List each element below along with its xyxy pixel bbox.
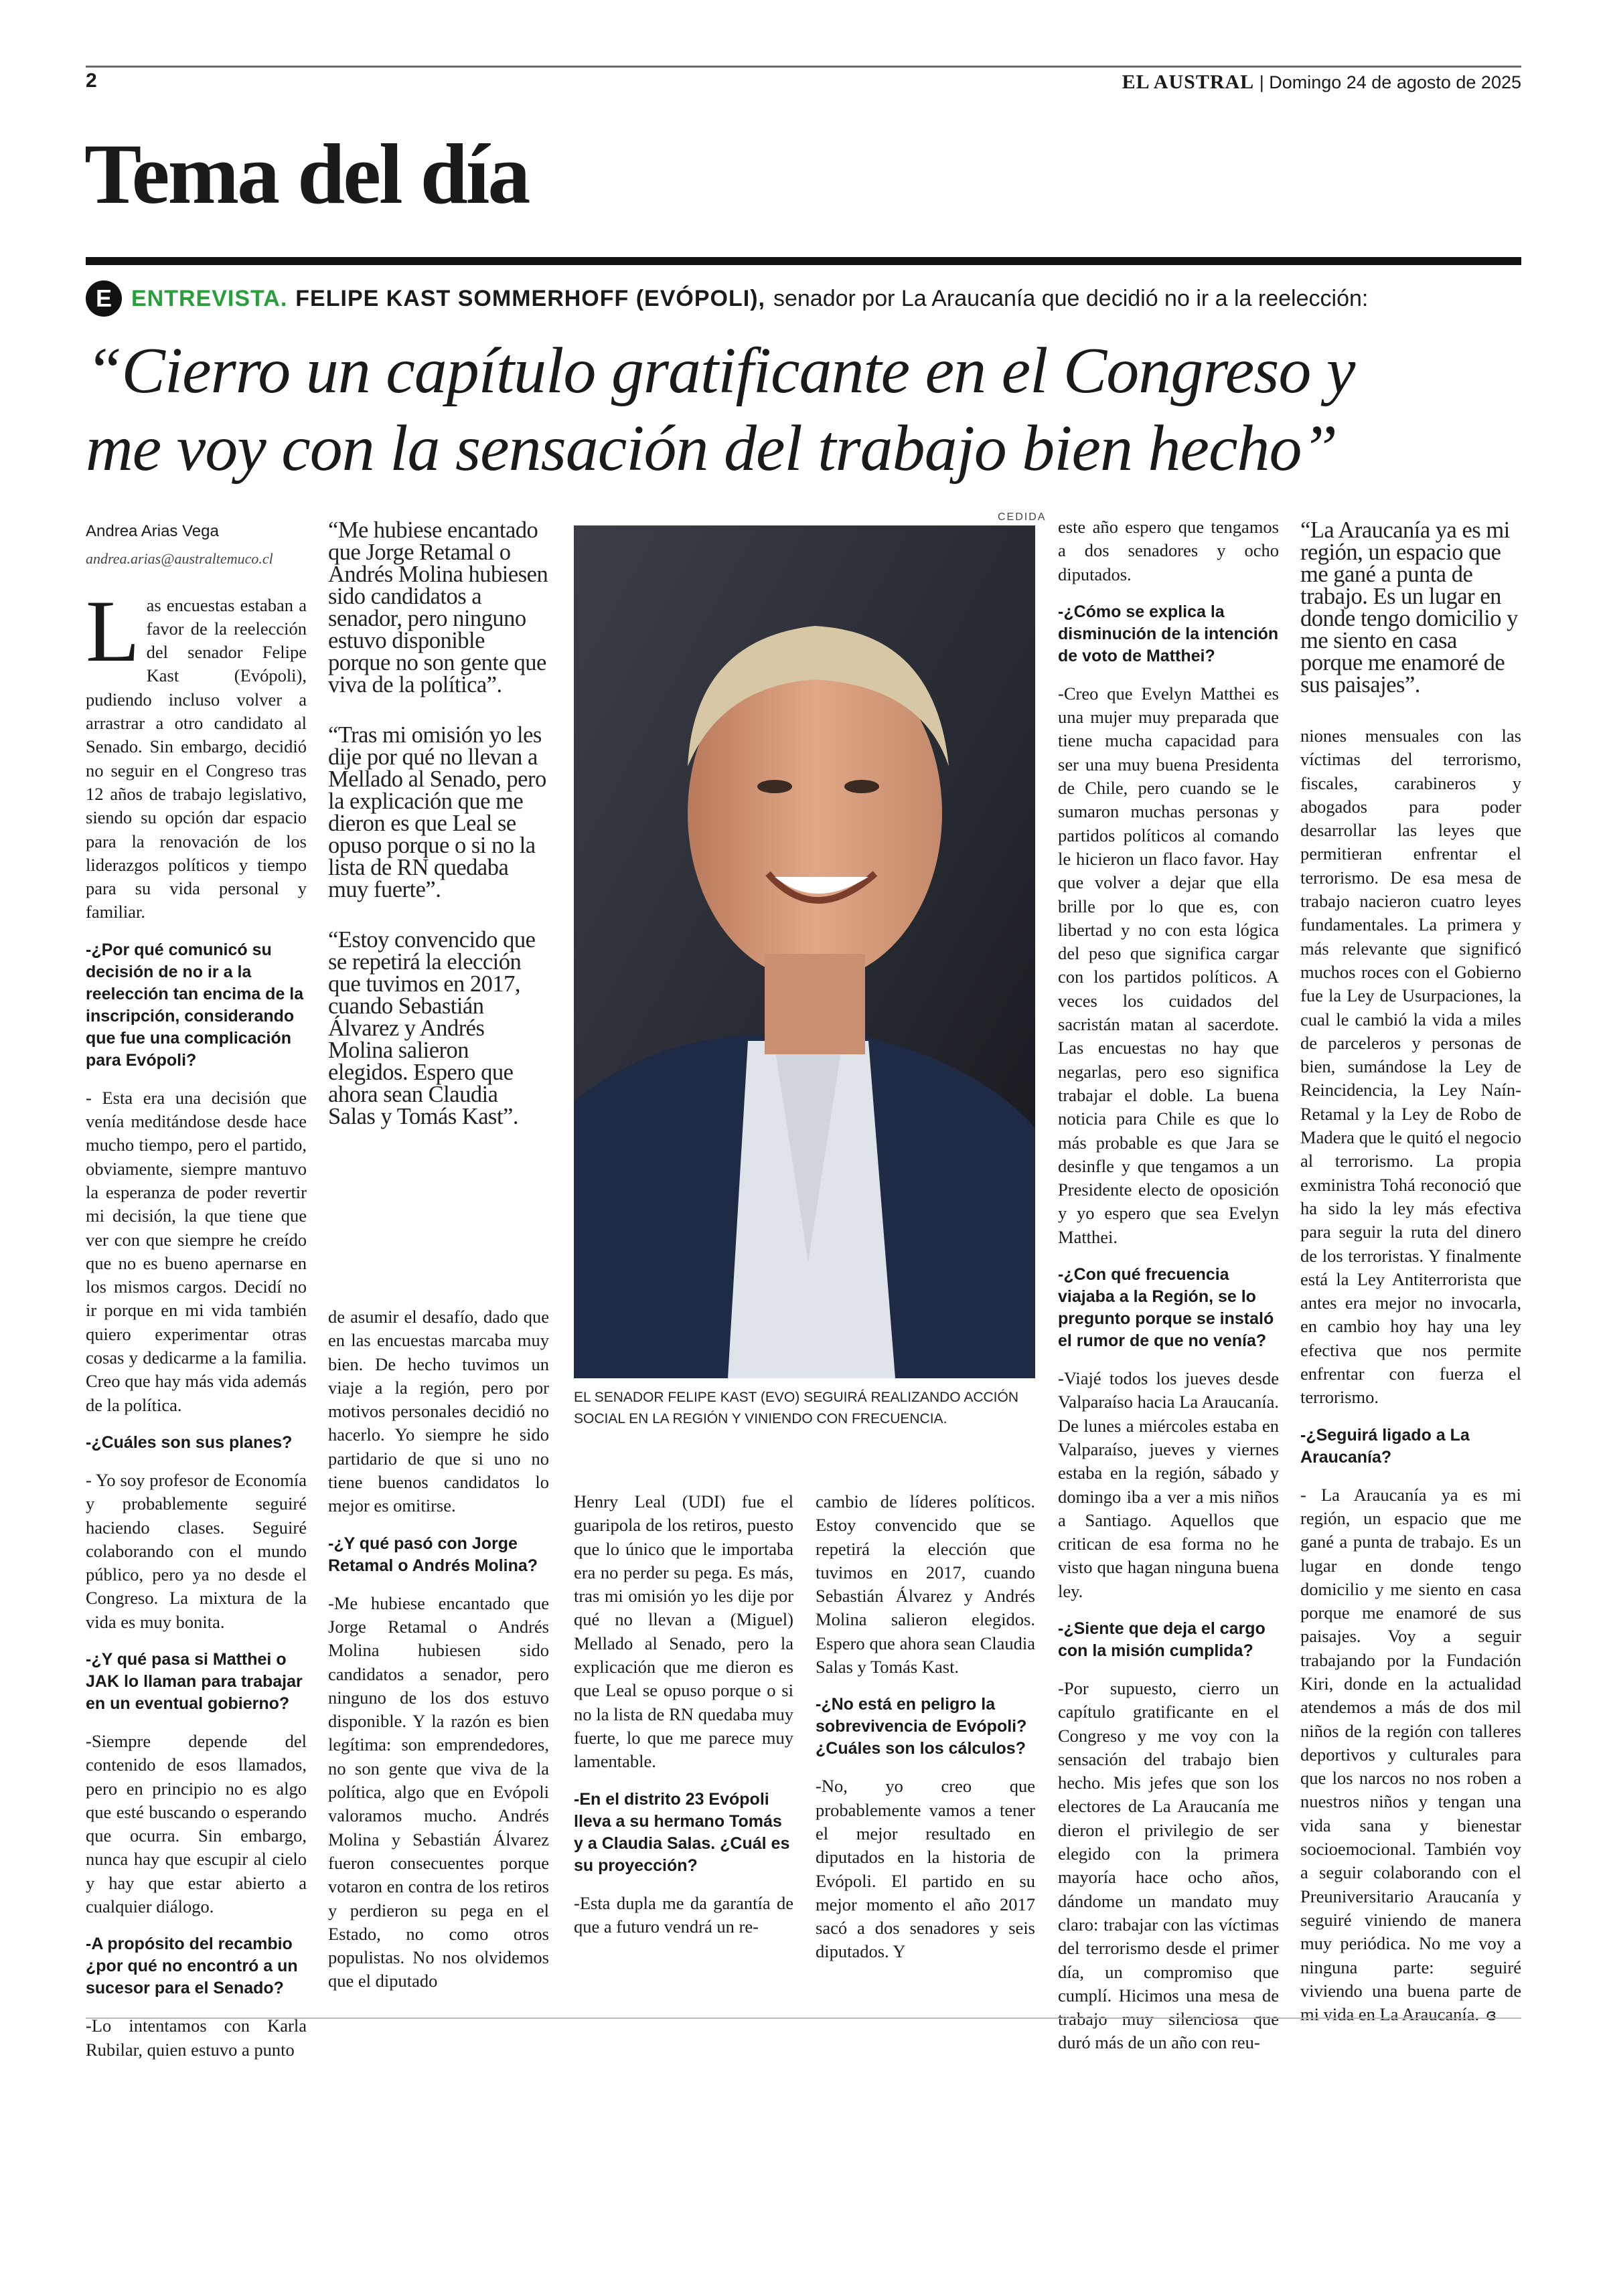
- masthead: [1122, 71, 1521, 94]
- column-3b: [816, 1490, 1035, 1979]
- pull-quote: “Estoy convencido que se repetirá la elección que tuvimos en 2017, cuando Sebastián Álvarez y Andrés Molina salieron elegidos. Espero que ahora sean Claudia Salas y Tomás Kast”.: [328, 927, 536, 1129]
- answer: cambio de líderes políticos. Estoy convencido que se repetirá la elección que tuvimos en 2017, cuando Sebastián Álvarez y Andrés Molina salieron elegidos. Espero que ahora sean Claudia Salas y Tomás Kast.: [816, 1491, 1035, 1677]
- section-rule: [86, 257, 1521, 265]
- column-2: [328, 519, 549, 1156]
- kicker-name: FELIPE KAST SOMMERHOFF (EVÓPOLI),: [295, 285, 765, 311]
- pull-quote: “Tras mi omisión yo les dije por qué no llevan a Mellado al Senado, pero la explicación que me dieron es que Leal se opuso porque o si no la lista de RN quedaba muy fuerte”.: [328, 722, 546, 902]
- photo-caption: EL SENADOR FELIPE KAST (EVO) SEGUIRÁ REALIZANDO ACCIÓN SOCIAL EN LA REGIÓN Y VINIENDO CON FRECUENCIA.: [574, 1390, 1018, 1426]
- section-title: Tema del día: [84, 127, 529, 222]
- column-2-body: [328, 1305, 549, 2008]
- answer: -Siempre depende del contenido de esos llamados, pero en principio no es algo que esté buscando o esperando que ocurra. Sin embargo, nunca hay que escupir al cielo y hay que estar abierto a cualquier diálogo.: [86, 1730, 307, 1917]
- end-mark-icon: ɞ: [1486, 2005, 1497, 2025]
- kicker-label: ENTREVISTA.: [131, 285, 288, 311]
- author-name: Andrea Arias Vega: [86, 522, 219, 540]
- answer: - Yo soy profesor de Economía y probablemente seguiré haciendo clases. Seguiré colaborando con el mundo público, pero ya no desde el Congreso. La mixtura de la vida es muy bonita.: [86, 1469, 307, 1632]
- answer: -Me hubiese encantado que Jorge Retamal o Andrés Molina hubiesen sido candidatos a senador, pero ninguno de los dos estuvo disponible. Y la razón es bien legítima: son emprendedores, no son gente que viva de la política, algo que en Evópoli valoramos mucho. Andrés Molina y Sebastián Álvarez fueron consecuentes porque votaron en contra de los retiros y perdieron su pega en el Estado, no como otros populistas. No nos olvidemos que el diputado: [328, 1592, 549, 1991]
- question: -A propósito del recambio ¿por qué no encontró a un sucesor para el Senado?: [86, 1935, 298, 1998]
- publication-date: | Domingo 24 de agosto de 2025: [1259, 72, 1521, 92]
- final-answer-text: - La Araucanía ya es mi región, un espacio que me gané a punta de trabajo. Es un lugar en donde tengo domicilio y me siento en casa porque me enamoré de sus paisajes. Voy a seguir trabajando por la Fundación Kiri, donde en la actualidad atendemos a más de dos mil niños de la región con talleres deportivos y culturales para que los narcos no nos roben a nuestros niños y tengan una vida sana y bienestar socioemocional. También voy a seguir colaborando con el Preuniversitario Araucanía y seguiré viniendo de manera muy periódica. No me voy a ninguna parte: seguiré viviendo una buena parte de mi vida en La Araucanía.: [1300, 1484, 1521, 2025]
- bottom-rule: [86, 2018, 1521, 2019]
- portrait-illustration: [574, 525, 1035, 1378]
- pull-quote: “La Araucanía ya es mi región, un espacio que me gané a punta de trabajo. Es un lugar en donde tengo domicilio y me siento en casa porque me enamoré de sus paisajes”.: [1300, 517, 1518, 698]
- kicker: [86, 278, 1368, 319]
- answer: -No, yo creo que probablemente vamos a tener el mejor resultado en diputados en la historia de Evópoli. El partido en su mejor momento el año 2017 sacó a dos senadores y seis diputados. Y: [816, 1776, 1035, 1962]
- answer: Henry Leal (UDI) fue el guaripola de los retiros, puesto que lo único que le importaba era no perder su pega. Es más, tras mi omisión yo les dije por qué no llevan a (Miguel) Mellado al Senado, pero la explicación que me dieron es que Leal se opuso porque o si no la lista de RN quedaba muy fuerte, lo que me parece muy lamentable.: [574, 1491, 793, 1772]
- intro-text: as encuestas estaban a favor de la reelección del senador Felipe Kast (Evópoli), pudiendo incluso volver a arrastrar a otro candidato al Senado. Sin embargo, decidió no seguir en el Congreso tras 12 años de trabajo legislativo, siendo su opción dar espacio para la renovación de los liderazgos políticos y tiempo para su vida personal y familiar.: [86, 594, 307, 922]
- answer: este año espero que tengamos a dos senadores y ocho diputados.: [1058, 517, 1279, 584]
- drop-cap: L: [86, 581, 140, 680]
- photo-credit: CEDIDA: [998, 511, 1047, 523]
- kicker-description: senador por La Araucanía que decidió no ir a la reelección:: [773, 285, 1369, 311]
- answer: -Creo que Evelyn Matthei es una mujer muy preparada que tiene mucha capacidad para ser una muy buena Presidenta de Chile, pero cuando se le sumaron muchas personas y partidos políticos al comando le hicieron un flaco favor. Hay que volver a dejar que ella brille por lo que es, con libertad y no con esta lógica del peso que significa cargar con los partidos políticos. A veces los cuidados del sacristán matan al sacerdote. Las encuestas no hay que negarlas, pero eso significa trabajar el doble. La buena noticia para Chile es que lo más probable es que Jara se desinfle y que tengamos a un Presidente electo de oposición y yo espero que sea Evelyn Matthei.: [1058, 683, 1279, 1247]
- question: -¿Con qué frecuencia viajaba a la Región, se lo pregunto porque se instaló el rumor de que no venía?: [1058, 1265, 1274, 1351]
- question: -¿Seguirá ligado a La Araucanía?: [1300, 1425, 1470, 1467]
- headline: [86, 332, 1521, 487]
- question: -¿Por qué comunicó su decisión de no ir a la reelección tan encima de la inscripción, considerando que fue una complicación para Evópoli?: [86, 940, 304, 1070]
- question: -¿Siente que deja el cargo con la misión cumplida?: [1058, 1619, 1266, 1660]
- question: -¿No está en peligro la sobrevivencia de Evópoli? ¿Cuáles son los cálculos?: [816, 1695, 1027, 1758]
- column-3: [574, 1490, 793, 1953]
- question: -¿Y qué pasa si Matthei o JAK lo llaman para trabajar en un eventual gobierno?: [86, 1649, 303, 1713]
- question: -En el distrito 23 Evópoli lleva a su hermano Tomás y a Claudia Salas. ¿Cuál es su proyección?: [574, 1789, 790, 1875]
- page-number: 2: [86, 70, 97, 92]
- headline-line-1: “Cierro un capítulo gratificante en el Congreso y: [86, 335, 1355, 407]
- answer: -Viajé todos los jueves desde Valparaíso hacia La Araucanía. De lunes a miércoles estaba en Valparaíso, jueves y viernes estaba en la región, sábado y domingo iba a ver a mis niños a Santiago. Aquellos que critican de esa forma no he visto que hagan ninguna buena ley.: [1058, 1368, 1279, 1601]
- answer: niones mensuales con las víctimas del terrorismo, fiscales, carabineros y abogados para poder desarrollar las leyes que permitieran enfrentar el terrorismo. De esa mesa de trabajo nacieron cuatro leyes fundamentales. La primera y más relevante que significó muchos roces con el Gobierno fue la Ley de Usurpaciones, la cual le cambió la vida a miles de parceleros y personas de bien, sumándose la Ley de Reincidencia, la Ley Naín-Retamal y la Ley de Robo de Madera que le quitó el negocio al terrorismo. La propia exministra Tohá reconoció que ha sido la ley más efectiva para seguir la ruta del dinero de los terroristas. Y finalmente está la Ley Antiterrorista que antes era mejor no invocarla, en cambio hoy hay una ley efectiva que nos permite enfrentar con fuerza el terrorismo.: [1300, 726, 1521, 1408]
- answer: - Esta era una decisión que venía meditándose desde hace mucho tiempo, pero el partido, obviamente, siempre mantuvo la esperanza de poder revertir mi decisión, la que tiene que ver con que siempre he creído que no es bueno apernarse en los mismos cargos. Decidí no ir porque en mi vida también quiero experimentar otras cosas y dedicarme a la familia. Creo que hay más vida además de la política.: [86, 1087, 307, 1415]
- column-4: [1058, 515, 1279, 2070]
- question: -¿Y qué pasó con Jorge Retamal o Andrés Molina?: [328, 1534, 538, 1575]
- interview-badge: E: [86, 280, 122, 317]
- publication-name: EL AUSTRAL: [1122, 71, 1255, 93]
- question: -¿Cuáles son sus planes?: [86, 1432, 293, 1452]
- senator-photo: [574, 525, 1035, 1378]
- answer: [1300, 1483, 1521, 2028]
- pull-quote: “Me hubiese encantado que Jorge Retamal o Andrés Molina hubiesen sido candidatos a senador, pero ninguno estuvo disponible porque no son gente que viva de la política”.: [328, 517, 548, 698]
- headline-line-2: me voy con la sensación del trabajo bien hecho”: [86, 412, 1338, 485]
- column-5: [1300, 519, 1521, 2042]
- answer: -Por supuesto, cierro un capítulo gratificante en el Congreso y me voy con la sensación del trabajo bien hecho. Mis jefes que son los electores de La Araucanía me dieron el privilegio de ser elegido con la primera mayoría hace ocho años, dándome un mandato muy claro: trabajar con las víctimas del terrorismo desde el primer día, un compromiso que cumplí. Hicimos una mesa de trabajo muy silenciosa que duró más de un año con reu-: [1058, 1677, 1279, 2053]
- intro-paragraph: [86, 581, 307, 924]
- top-rule: [86, 66, 1521, 68]
- author-email: andrea.arias@australtemuco.cl: [86, 550, 273, 568]
- answer: -Lo intentamos con Karla Rubilar, quien estuvo a punto: [86, 2016, 307, 2060]
- question: -¿Cómo se explica la disminución de la intención de voto de Matthei?: [1058, 602, 1279, 665]
- answer: -Esta dupla me da garantía de que a futuro vendrá un re-: [574, 1892, 793, 1937]
- column-1: [86, 519, 307, 2076]
- answer: de asumir el desafío, dado que en las encuestas marcaba muy bien. De hecho tuvimos un viaje a la región, pero por motivos personales decidió no hacerlo. Yo siempre he sido partidario de que si uno no tiene buenos candidatos lo mejor es omitirse.: [328, 1307, 549, 1516]
